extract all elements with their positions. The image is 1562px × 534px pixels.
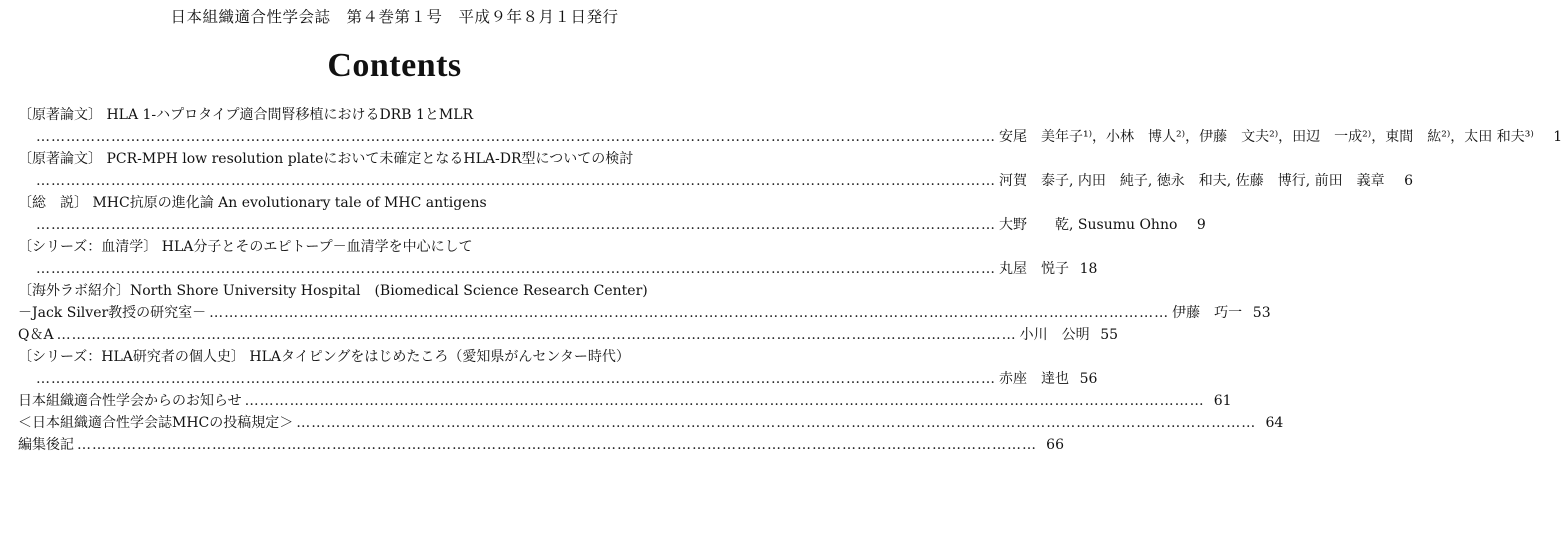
entry-authors: 河賀 泰子, 内田 純子, 徳永 和夫, 佐藤 博行, 前田 義章 (999, 173, 1385, 189)
entry-title-text: 〔シリーズ：HLA研究者の個人史〕 HLAタイピングをはじめたころ（愛知県がんセンター時代） (18, 349, 630, 365)
entry-subtitle: －Jack Silver教授の研究室－ (18, 305, 207, 321)
entry-authors: 小川 公明 (1019, 327, 1090, 343)
toc-entry-title[interactable] (18, 192, 774, 214)
entry-page-number: 66 (1046, 437, 1064, 453)
toc-entry-title[interactable] (18, 346, 774, 368)
toc-entry-single[interactable] (18, 412, 1284, 434)
entry-title-text: 〔総 説〕 MHC抗原の進化論 An evolutionary tale of MHC antigens (18, 195, 487, 211)
entry-authors: 大野 乾, Susumu Ohno (999, 217, 1178, 233)
entry-authors: 安尾 美年子¹⁾，小林 博人²⁾，伊藤 文夫²⁾，田辺 一成²⁾，東間 紘²⁾，太田 和夫³⁾ (999, 129, 1534, 145)
toc-entry-authors-row (18, 368, 1098, 390)
entry-authors: 赤座 達也 (999, 371, 1069, 387)
dot-leader: ………………………………………………………………………………………………………………………………………………………………………… (209, 305, 1170, 321)
entry-authors: 丸屋 悦子 (999, 261, 1069, 277)
toc-entry-single[interactable] (18, 390, 1232, 412)
entry-title-text: Q＆A (18, 327, 54, 343)
dot-leader: ………………………………………………………………………………………………………………………………………………………………………… (36, 173, 996, 189)
dot-leader: ………………………………………………………………………………………………………………………………………………………………………… (36, 371, 996, 387)
toc-entry-single[interactable] (18, 324, 1119, 346)
entry-page-number: 64 (1265, 415, 1284, 431)
dot-leader: ………………………………………………………………………………………………………………………………………………………………………… (36, 129, 996, 145)
entry-title-text: 日本組織適合性学会からのお知らせ (18, 393, 242, 409)
toc-entry-authors-row (18, 126, 1562, 148)
toc-entry-title[interactable] (18, 148, 774, 170)
dot-leader: ………………………………………………………………………………………………………………………………………………………………………… (56, 327, 1017, 343)
toc-entry-title[interactable] (18, 104, 774, 126)
toc-entry-title[interactable] (18, 236, 774, 258)
entry-title-text: ＜日本組織適合性学会誌MHCの投稿規定＞ (18, 415, 294, 431)
toc-entry-single[interactable] (18, 434, 1064, 456)
entry-authors: 伊藤 巧一 (1172, 305, 1243, 321)
entry-title-text: 編集後記 (18, 437, 74, 453)
entry-title-text: 〔原著論文〕 HLA 1-ハプロタイプ適合間腎移植におけるDRB 1とMLR (18, 107, 474, 123)
toc-entry-authors-row (18, 214, 1206, 236)
entry-page-number: 61 (1213, 393, 1232, 409)
dot-leader: ………………………………………………………………………………………………………………………………………………………………………… (244, 393, 1205, 409)
entry-title-text: 〔シリーズ：血清学〕 HLA分子とそのエピトープ－血清学を中心にして (18, 239, 473, 255)
entry-title-text: 〔海外ラボ紹介〕North Shore University Hospital (Biomedical Science Research Center) (18, 283, 648, 299)
entry-page-number: 53 (1252, 305, 1271, 321)
toc-entry-authors-row (18, 258, 1098, 280)
journal-issue-header: 日本組織適合性学会誌 第４巻第１号 平成９年８月１日発行 (170, 8, 619, 26)
dot-leader: ………………………………………………………………………………………………………………………………………………………………………… (77, 437, 1037, 453)
entry-page-number: 55 (1100, 327, 1119, 343)
dot-leader: ………………………………………………………………………………………………………………………………………………………………………… (36, 261, 996, 277)
entry-page-number: 18 (1079, 261, 1098, 277)
table-of-contents (18, 104, 1562, 456)
toc-entry-title[interactable] (18, 280, 774, 302)
dot-leader: ………………………………………………………………………………………………………………………………………………………………………… (36, 217, 996, 233)
toc-entry-subtitle-row (18, 302, 1271, 324)
entry-page-number: 56 (1079, 371, 1098, 387)
entry-page-number: 1 (1553, 129, 1562, 145)
entry-title-text: 〔原著論文〕 PCR-MPH low resolution plateにおいて未確定となるHLA-DR型についての検討 (18, 151, 634, 167)
entry-page-number: 9 (1196, 217, 1206, 233)
entry-page-number: 6 (1404, 173, 1414, 189)
toc-entry-authors-row (18, 170, 1414, 192)
dot-leader: ………………………………………………………………………………………………………………………………………………………………………… (296, 415, 1257, 431)
page-title: Contents (327, 47, 462, 84)
